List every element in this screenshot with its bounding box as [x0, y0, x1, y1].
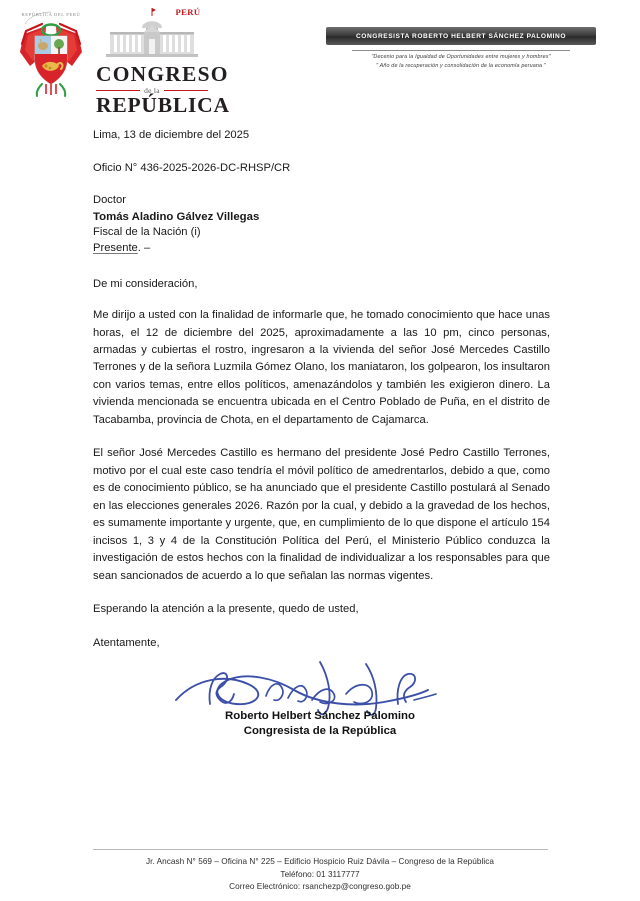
footer-divider: [93, 849, 548, 850]
dela-text: de la: [144, 85, 160, 95]
addressee-role: Fiscal de la Nación (i): [93, 226, 201, 239]
presente-suffix: . –: [137, 242, 151, 255]
congreso-text-block: [96, 62, 230, 117]
divider-bar-right: [164, 90, 208, 92]
motto-line-1: "Decenio para la Igualdad de Oportunidades entre mujeres y hombres": [371, 54, 551, 60]
valediction: Atentamente,: [93, 636, 160, 649]
republica-line: REPÚBLICA: [96, 93, 230, 117]
place-and-date: Lima, 13 de diciembre del 2025: [93, 129, 250, 141]
signer-role: Congresista de la República: [243, 725, 397, 738]
closing-line: Esperando la atención a la presente, quedo de usted,: [93, 603, 359, 616]
addressee-block: [93, 193, 550, 257]
congresista-banner: CONGRESISTA ROBERTO HELBERT SÁNCHEZ PALOMINO: [326, 27, 596, 45]
addressee-name: Tomás Aladino Gálvez Villegas: [93, 211, 260, 224]
motto-block: [326, 50, 596, 71]
paragraph-1: Me dirijo a usted con la finalidad de informarle que, he tomado conocimiento que hace unas horas, el 12 de diciembre del 2025, aproximadamente a las 10 pm, cinco personas, armadas y cubiertas el rostro, ingresaron a la vivienda del señor José Mercedes Castillo Terrones y de la señora Luzmila Gómez Olano, los maniataron, los golpearon, los insultaron con varios temas, entre ellos políticos, amenazándolos y también les exigieron dinero. La vivienda mencionada se encuentra ubicada en el Centro Poblado de Puña, en el distrito de Tacabamba, provincia de Chota, en el departamento de Cajamarca.: [93, 309, 550, 426]
footer-email: Correo Electrónico: rsanchezp@congreso.gob.pe: [229, 882, 411, 892]
document-footer: [0, 849, 640, 894]
coat-of-arms-icon: [12, 4, 90, 100]
divider-bar-left: [96, 90, 140, 92]
presente-underlined: Presente: [93, 242, 138, 255]
congreso-wordmark: [96, 6, 230, 117]
congreso-line: CONGRESO: [96, 62, 229, 86]
congresista-banner-zone: [326, 27, 596, 71]
header-logo-zone: [12, 4, 230, 117]
svg-text:REPÚBLICA DEL PERÚ: REPÚBLICA DEL PERÚ: [21, 12, 81, 17]
paragraph-2: El señor José Mercedes Castillo es hermano del presidente José Pedro Castillo Terrones, motivo por el cual este caso tendría el móvil político de amedrentarlos, debido a que, como es de conocimiento público, se ha anunciado que el presidente Castillo postulará al Senado en las elecciones generales 2026. Razón por la cual, y debido a la gravedad de los hechos, es sumamente importante y urgente, que, en cumplimiento de lo que dispone el artículo 154 incisos 1, 3 y 4 de la Constitución Política del Perú, el Ministerio Público conduzca la investigación de estos hechos con la finalidad de individualizar a los responsables para que sean sancionados de acuerdo a lo que señalan las normas vigentes.: [93, 447, 550, 582]
oficio-number: Oficio N° 436-2025-2026-DC-RHSP/CR: [93, 161, 291, 174]
peru-label: PERÚ: [175, 7, 201, 17]
signer-name: Roberto Helbert Sánchez Palomino: [225, 710, 415, 722]
addressee-title: Doctor: [93, 194, 126, 207]
salutation: De mi consideración,: [93, 278, 198, 291]
footer-address: Jr. Ancash N° 569 – Oficina N° 225 – Edificio Hospicio Ruiz Dávila – Congreso de la República: [146, 856, 494, 866]
document-header: [0, 0, 640, 117]
footer-phone: Teléfono: 01 3117777: [280, 869, 360, 879]
motto-line-2: " Año de la recuperación y consolidación de la economía peruana ": [376, 62, 546, 69]
addressee-presente: [93, 241, 550, 257]
motto-divider: [352, 50, 570, 51]
signature-block: [0, 660, 640, 740]
letter-body: [93, 128, 550, 653]
legislative-palace-icon: [96, 6, 208, 64]
